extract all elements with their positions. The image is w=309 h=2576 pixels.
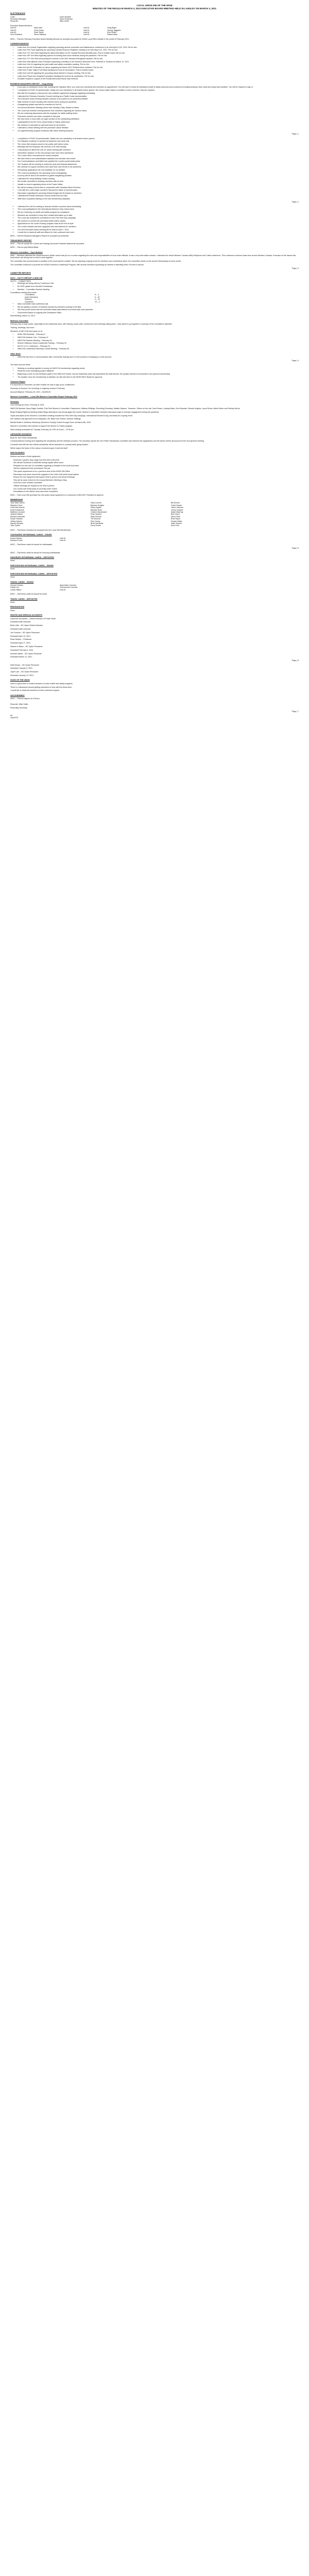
list-item: This will be done in time for the Annual Members' Meeting in May [13, 479, 67, 481]
committee-count: 6 – 87 [95, 296, 100, 298]
board-label: Executive Board Members: [10, 24, 33, 27]
board-unit: Unit 40 [10, 29, 16, 31]
list-item: • Letter from TLF Tom Reid regarding the latest information on the Canada Recovery Benefits plan. Post to bulletin board, file for info. [18, 52, 299, 54]
paragraph: Deceased January 5, 2021. [10, 667, 33, 670]
list-item: ▪ I was pleased to attend the Unit 43 virtual meeting with members. [18, 149, 299, 151]
board-unit: Unit 44 [83, 29, 90, 31]
list-item: ▪ The Union Hall remains closed to the public until further notice. [18, 143, 299, 145]
paragraph: Jon Fournier – BC Hydro Pensioner [10, 631, 40, 634]
member-name: Brad Taylor [171, 518, 181, 520]
member-name: Tyler Zydek [10, 524, 20, 527]
withdrawal-unit: Unit 40 [60, 537, 66, 539]
list-item: ▪ We have hired a new administrative assistant who will start next month. [18, 158, 299, 160]
list-item: ▪ The Local's website has been upgraded with new features for members. [18, 226, 299, 228]
list-item: ▪ Meetings with the Employer will continue to be held virtually. [18, 146, 299, 148]
new-business-sub: Motions and share of trial equipment: [10, 455, 41, 457]
member-name: Scott Kowalchuk [10, 509, 24, 511]
motion-travel: M/SC – That these cards be issued for travel. [10, 593, 48, 596]
officer-role: Chair: [10, 15, 15, 18]
list-item: ▪ Scholarship applications are now available on our website. [18, 169, 299, 171]
list-item: • We have joined forces with the provincial safety associations to promote safe work practices. [18, 309, 299, 311]
paragraph: Deceased February 2, 2021. [10, 649, 34, 651]
paragraph: Topics discussed at the Women's Committee meeting included the Pink Shirt Day campaign, International Women's Day, and ideas for a spring event. [10, 414, 133, 417]
committee-name: Committees [25, 294, 35, 296]
correspondence-list [10, 46, 299, 80]
page-number: Page | 4 [291, 359, 299, 362]
none-text: None [10, 601, 15, 603]
treasurer-report-heading: Treasurer Report [10, 381, 25, 383]
member-name: Susan Samson [10, 518, 23, 520]
footer-sub: cope/378 [10, 717, 18, 719]
officers-list [10, 16, 299, 23]
unfinished-business-heading: UNFINISHED BUSINESS [10, 433, 32, 436]
list-item: ▪ We are reviewing our health and safety program for compliance. [18, 211, 299, 213]
new-business-list [10, 459, 299, 493]
page-number: Page | 2 [291, 201, 299, 204]
list-item: • Letter from 3rd Central Organization regarding upcoming annual convention and Maintenance conference to be held April 19-20, 2021 File for info. [18, 46, 299, 48]
other-news-list [10, 356, 299, 358]
member-name: Bill Dorran [171, 502, 180, 504]
other-news-heading: Other News [10, 352, 21, 355]
member-name: Anne Holt [171, 524, 179, 527]
paragraph: Deceased April 17, 2021. [10, 642, 31, 645]
list-item: ▪ Our apprenticeship program continues with online learning sessions. [18, 130, 299, 132]
paragraph: Now is a good time to remind members of union health and safety programs. [10, 682, 73, 685]
paragraph: Women's Committee will continue to support the Women in Trades program. [10, 425, 73, 427]
list-item: ▪ The Local is preparing for the upcoming round of bargaining. [18, 172, 299, 174]
list-item: Discussion took place around the upgrade to the Union Hall audio-visual system [13, 473, 79, 476]
none-text: None [10, 609, 15, 612]
participating-deposited-heading: PARTICIPATING WITHDRAWAL CARDS – DEPOSITED [10, 572, 58, 575]
list-item: ▪ Discussion regarding the upcoming federal budget and its impact on members. [18, 192, 299, 194]
committee-list [10, 300, 299, 314]
board-unit: Unit 43 [10, 31, 16, 34]
committee-name: Retirees [25, 298, 32, 301]
business-list-3 [10, 206, 299, 234]
page-number: Page | 7 [291, 710, 299, 713]
withdrawal-heading: CONTINGENT WITHDRAWAL CARDS – ISSUED [10, 534, 52, 536]
list-item: ▪ Members are reminded to keep their contact information up to date. [18, 214, 299, 216]
list-item: ▪ I attended the virtual Building Trades meeting. [18, 178, 299, 180]
officer-name: Mike Smith [60, 20, 69, 23]
page-number: Page | 1 [291, 133, 299, 135]
unfinished-note: Which region the future of the Labour movement goes Covid test fast? [10, 447, 68, 449]
board-unit: Unit 44 [83, 31, 90, 34]
list-item: ▪ We are continuing discussions with the employer for stable staffing levels. [18, 112, 299, 114]
paragraph: Deceased March 12, 2021. [10, 656, 33, 658]
board-unit: Unit 40 [10, 27, 16, 29]
withdrawal-name: Richard Ferrier [10, 539, 23, 542]
document-title: LOCAL UNION 256 OF THE WOW [136, 4, 173, 7]
paragraph: The committee continues to promote the WOW's Women's Leadership Program, with several members expressing an interest in attending when it is held in person. [10, 263, 144, 266]
list-item: • NW/CCM has been in communication with Community Savings and is in the process of changing to a new account. [18, 356, 299, 358]
member-name: Mark Pierson [91, 515, 102, 518]
deaths-heading: DEATHS AND SERIOUS ACCIDENTS [10, 614, 43, 617]
treasurer-motion: M/SC – That we accept the Current and Savings Accounts Financial statements as posted. [10, 243, 85, 245]
board-unit: Vice President [10, 33, 23, 36]
member-name: Carol McCormick [10, 506, 25, 509]
travel-name: Vincent Chavez [10, 584, 24, 586]
adjournment-heading: ADJOURNMENT [10, 694, 25, 697]
paragraph: Joyce Lam – BC Hydro Pensioner [10, 671, 39, 673]
page-number: Page | 3 [291, 267, 299, 269]
member-name: Jeffrey Dawes [10, 520, 22, 522]
paragraph: Bingo/Trading Rights by Meeting Notice Bingo attendance was strong again this month. Women's Committee members discussed ways to increase engagement during the pandemic. [10, 411, 160, 413]
minutes-document [10, 0, 299, 719]
women-committee-heading: Women's Committee – Dave McAllen [10, 251, 43, 253]
list-item: • We are getting a number of hazards reported by members working in the field. [18, 306, 299, 308]
bank-label: The bank account name: [10, 364, 31, 366]
list-item: ▪ I completed a COVID-19 questionnaire. Masks are now mandatory in all shared indoor spaces. We cannot make masks a condition of entry; however, they are required. [18, 89, 299, 91]
list-item: From the Local Tenants Committee [13, 482, 42, 484]
safety-list [10, 282, 299, 291]
list-item: ▪ We remain committed to keeping members safe at work. [18, 180, 299, 182]
new-business-heading: NEW BUSINESS [10, 452, 25, 454]
member-name: Katie Zimmer [171, 522, 182, 525]
withdrawal-unit: Unit 43 [60, 539, 66, 542]
paragraph: Account Balance: February 28, 2021 – $3,690.00 [10, 391, 51, 393]
honorary-heading: HONORARY WITHDRAWAL CARDS – DEPOSITED [10, 556, 54, 559]
list-item: • Letter from Fraser Valley Food Bank thanking the local for its donation. Post to bulletin board. [18, 69, 299, 71]
list-item: ▪ A bargaining update was held for members at Unit 40. [18, 104, 299, 106]
list-item: ▪ I attended the Pacific Northwest Council conference by video. [18, 195, 299, 197]
paragraph: I would like to thank all members for their continued support. [10, 689, 60, 692]
list-item: • Main Committee lead conference call. [18, 303, 299, 305]
none-text: None [10, 576, 15, 579]
list-item: • Meetings are being held by Conference Call [18, 282, 299, 284]
paragraph: Kim Dawson was approved from employees, Ms. Baker and Sharon Johnson Shillings. [10, 418, 81, 420]
member-name: Barbara Hodges [91, 504, 105, 506]
motion-business: M/SC – That the Business Manager's Report be accepted as presented. [10, 234, 70, 237]
wellness-label: Members of NW CCM have gone on to: [10, 330, 43, 332]
list-item: • Letter from International Union President requesting a donation to the Workers' Memorial Fund. Referred to Trustees for March 12, 2021. [18, 61, 299, 63]
list-item: Received 3 quotes; they range from $10,000 to $15,000 [13, 459, 59, 461]
officer-name: Dave McAllen [60, 15, 72, 18]
paragraph: Training, meetings, and more [10, 326, 35, 329]
member-name: Richard Stammitz [10, 515, 25, 518]
list-item: Ensure the new equipment will support both in-person and virtual meetings [13, 476, 75, 479]
list-item: Request from the Unit 44 committee regarding a donation to the local food bank [13, 464, 79, 467]
list-item: ▪ Our Dispatch continues to operate by telephone and email only. [18, 140, 299, 142]
next-meeting-date: Next Meeting: March 31, 2021 [10, 315, 36, 317]
adjournment-motion: M/SC – That we adjourn at 4:05 pm. [10, 698, 40, 700]
travel-name: Leslie Hilliard [10, 588, 22, 591]
officer-role: Recorder: [10, 20, 19, 23]
committee-counts [10, 294, 299, 303]
list-item: • WOW 256 Essential – February 5 [18, 333, 299, 335]
none-text: None [10, 560, 15, 562]
list-item: ▪ I attended a virtual meeting with the provincial Labour Minister. [18, 127, 299, 129]
list-item: • Received a few fundraising project initiatives [18, 370, 299, 372]
committee-reports-heading: COMMITTEE REPORTS [10, 272, 31, 275]
safety-sub: H&TTC – COMMITTEES [10, 280, 31, 282]
paragraph: Deceased January 14, 2021. [10, 674, 34, 676]
list-item: ▪ We continue to support members who have been laid off due to the pandemic. [18, 166, 299, 168]
wellness-list [10, 333, 299, 350]
list-item: • Working on sending together to survey for NW/CCM membership regarding needs [18, 367, 299, 369]
bank-list [10, 367, 299, 378]
business-list-1 [10, 92, 299, 132]
member-name: Tia Senecal [91, 518, 100, 520]
list-item: • NW/CCM Leadership Planning & Social Meeting – February 26 [18, 348, 299, 350]
board-name: Greg Bayer [107, 27, 117, 29]
travel-unit: Unit 44 [60, 588, 66, 591]
list-item: ▪ A survey will be sent to all members to gather bargaining priorities. [18, 175, 299, 177]
list-item: ▪ Met with the Employer to discuss the new collective agreement language regarding scheduling. [18, 92, 299, 94]
member-name: Jenny Lessard [171, 509, 183, 511]
committee-list-label: Committees meeting this month: [10, 292, 37, 294]
member-name: Jessica Nelson [10, 513, 23, 516]
list-item: We will ask Facebook to advertise during regular office hours [13, 462, 63, 464]
board-name: Steve Williams [34, 33, 46, 36]
member-name: Colleen Macdonald [91, 511, 107, 513]
travel-issued-list [10, 584, 299, 591]
business-manager-heading: BUSINESS MANAGER'S REPORT – Doug McKay [10, 82, 53, 85]
list-item: • Member – Committee Number Meeting [18, 289, 299, 291]
paragraph: NW/CCM Member Darcy Eagle Gamble, Pink Shirt Women's Committee Chairperson, Melissa Shillings, Recording Secretary; Natalie Dawson, Treasurer. Others on the call: Carol Evans, Lindsay Baker, Kim Edwards, Pamela Hughes, Laura Rivers, Alicia Parker and Shelley Morris. [10, 408, 241, 410]
treasurer-heading: TREASURER'S REPORT [10, 239, 32, 242]
list-item: ▪ The Local has received correspondence from members regarding the vaccine rollout. [18, 110, 299, 112]
list-item: • Letter from Unit 46 regarding the upcoming virtual Women's Caucus meeting. File for info. [18, 72, 299, 74]
committee-count: 10 – 3 [95, 300, 100, 303]
resignations-heading: RESIGNATIONS [10, 606, 25, 608]
travel-deposited-heading: TRAVEL CARDS – DEPOSITED [10, 598, 38, 600]
list-item: ▪ Update on recent organizing drives in the Fraser Valley. [18, 183, 299, 185]
wcc-sub: Summary [10, 400, 19, 403]
unfinished-sub: Book for Tom Finkle Scholarship [10, 436, 37, 439]
list-item: ▪ The Trustees will be meeting to review the year-end financial statements. [18, 163, 299, 165]
list-item: ▪ Our Communications committee has updated the Local's social media policy. [18, 160, 299, 162]
member-name: Jason Johnson [171, 506, 184, 509]
paragraph: Rose Nielson – Pensioner [10, 638, 32, 641]
list-item: Our Local's hall rental policy is currently under review [13, 487, 57, 490]
paragraph: WMC – Members attended the virtual Women's Winter school that put on a course regarding the roles and responsibilities of local union officials. It was a very informative session. I attended the virtual Western Canada Utility Telephone and Cable conference. This conference involves locals from across Western Canada. It focuses on the issues that local unions are facing and on how to work together. [10, 254, 296, 259]
member-name: Matthew Leonard [10, 511, 25, 513]
board-name: Tammy Taggarts [107, 29, 121, 31]
list-item: ▪ Staff have completed training on the new membership database. [18, 198, 299, 200]
paragraph: Brian Little – BC Hydro Retired Member [10, 624, 43, 627]
member-name: Tyler Allan Galvin [10, 502, 25, 504]
list-item: • Letter from Ron Todd regarding the upcoming Canada Revenue Registers meeting to be held May 8-12, 2021. File for info. [18, 49, 299, 51]
member-name: Grant Howes [171, 504, 182, 506]
member-name: Evan Newton [91, 513, 102, 516]
board-name: Rachel Allan [107, 33, 117, 36]
paragraph: Mental Health & Wellness Workshop (Women's Society) Online through Zoom via March 8th, 2021 [10, 421, 91, 424]
motion-minutes: M/SC – That the February Executive Board Meeting Minutes be accepted as posted for WOW Local 256's website in the month of February 2021. [10, 38, 130, 40]
motion-honorary: M/SC – That these cards be issued for honorary withdrawals. [10, 551, 61, 554]
list-item: ▪ I met with the Local's legal counsel to discuss the status of several cases. [18, 189, 299, 191]
paragraph: Conclude that with the new criteria scholarship will be awarded on a yearly basis going forward. [10, 444, 89, 446]
list-item: ▪ Applications for the Local's bursary program close at the end of April. [18, 223, 299, 225]
travel-unit: Journeyman Lineman [60, 586, 78, 589]
list-item: ▪ The Local's office renovations are nearly complete. [18, 155, 299, 157]
officer-name: Steve Robinson [60, 18, 73, 20]
travel-name: Daniel Lee [10, 586, 20, 589]
list-item: ▪ Grievance numbers are down compared to last year. [18, 115, 299, 117]
wcc-heading: Women's Committee – Local 256 Women's Committee Report February 2021 [10, 396, 77, 398]
paragraph: Summary of Account: No recording or outgoing money in February [10, 387, 65, 390]
list-item: • Letter from TLF Tom Reid announcing the winners of the 2021 Member Recognition Awards. File for info. [18, 58, 299, 60]
paragraph: Keith Brown – BC Hydro Pensioner [10, 664, 40, 666]
paragraph: Deceased date unknown. [10, 621, 31, 623]
paragraph: Correspondence is being sent regarding the scholarship and the selection process. The secretary reports the Tom Finkle Scholarship committee has reviewed the applications and the winner will be announced at the next general meeting. [10, 440, 204, 443]
safety-heading: H&TC – H&TTC REPORT & NEW CBI [10, 277, 43, 279]
board-name: Rob Pfeifer [107, 31, 116, 34]
board-name: Mark Neff [34, 27, 42, 29]
motion-membership: M/SC – That these members be accepted into the Local 256 Membership. [10, 529, 71, 531]
member-name: Rainy Ingalls [91, 506, 101, 509]
list-item: • BC ERP update from Wendell Christiansen [18, 285, 299, 287]
list-item: ▪ Information sessions on the new pension plan have been scheduled. [18, 152, 299, 154]
list-item: ▪ I participated in the BC Fed's virtual Health & Safety conference. [18, 121, 299, 123]
paragraph: Last meeting via Zoom, February 8, 2021 [10, 404, 44, 406]
committee-name: Active Members [25, 296, 38, 298]
member-name: Stephen Favor [10, 504, 23, 506]
list-item: Renovations to the kitchen area have been completed [13, 490, 58, 493]
list-item: ▪ The Local has renewed its commitment to the Pink Shirt Day campaign. [18, 217, 299, 219]
recorder-name: Recorder: Mike Smith [10, 703, 28, 705]
list-item: ▪ I attended the Unit 44 meeting to discuss member concerns about scheduling. [18, 206, 299, 208]
footer-code: AK [10, 714, 13, 717]
paragraph: Deceased April 12, 2021. [10, 635, 31, 637]
business-list-2 [10, 138, 299, 200]
list-item: ▪ Our next Executive Board meeting will be held on April 7, 2021. [18, 229, 299, 231]
list-item: ▪ If you plan on visiting the Union Hall, including the Dispatch office, you must now call ahead and schedule an appointment. You will have to follow all mandatory health & safety protocols and procedures including wearing a face mask and using hand sanitizer. You will be required to sign in. [18, 86, 299, 88]
list-item: • Women Wellness Virtual Leadership Training – February 20 [18, 342, 299, 344]
paragraph: The committee has recommended a donation to the local women's shelter. We are planning a spring event for members once restrictions allow. Our committee meets on the second Wednesday of every month. [10, 260, 181, 263]
list-item: Official meetings are required to be held in person [13, 484, 55, 487]
attendance-heading: IN ATTENDANCE [10, 12, 25, 15]
member-name: Brett Zacharias [91, 522, 104, 525]
member-name: Kelly Conrad [91, 502, 101, 504]
member-name: Kerry Evans [91, 524, 101, 527]
member-name: Barbara Kurtz [91, 509, 102, 511]
list-item: • Tim Update: Once the membership is satisfied, we will mail them to the WOW 256 E Board for approval [18, 376, 299, 378]
treasurer-note: M/SC – That we pay Marina Black. [10, 246, 39, 249]
paragraph: There is a discussion around getting volunteers to help with the blood drive. [10, 686, 73, 688]
document-subtitle: MINUTES OF THE REGULAR MARCH 3, 2021 EXECUTIVE BOARD MEETING HELD IN LANGLEY ON MARCH 3, 2021 [92, 7, 217, 10]
list-item: ▪ We continue to advocate for paid sick leave for all workers. [18, 124, 299, 126]
list-item: • NW/CCM Network Call – February 11 [18, 336, 299, 338]
list-item: ▪ I attended the February Executive Council meeting as a Pacific Coast representative. [18, 95, 299, 97]
board-name: Peter Ravni [34, 31, 44, 34]
paragraph: It is important to remember, we didn't realize we had to sign up for a statement. [10, 384, 75, 386]
motion-withdrawal: M/SC – That these cards be issued for withdrawals. [10, 544, 53, 546]
list-item: ▪ I would like to thank all staff and officers for their continued hard work. [18, 231, 299, 233]
page-number: Page | 6 [291, 659, 299, 662]
member-name: Bob Olsen [171, 513, 180, 516]
member-name: Adam MacKay [171, 511, 183, 513]
list-item: • Letter from Peace Arch Hospital Foundation thanking the local for its contribution. File for info. [18, 75, 299, 77]
travel-unit: Apprentice Lineman [60, 584, 76, 586]
correspondence-heading: CORRESPONDENCE [10, 43, 29, 45]
committee-count: 8 – 4 [95, 294, 99, 296]
list-item: ▪ The Local participated in the International Women's Day virtual event. [18, 208, 299, 210]
list-item: ▪ Our Annual Members' Meeting will be held virtually in May. Details to follow. [18, 107, 299, 109]
paragraph: Next meeting scheduled for Tuesday, February 16, 2021 at Zoom – 12:00 pm [10, 428, 74, 431]
paragraph: Lawrence Duckworth – Retired Member of Power North [10, 617, 56, 620]
list-item: ▪ We have been in touch with our legal counsel on the outstanding arbitration. [18, 118, 299, 120]
member-name: Sandra Rumple [10, 522, 23, 525]
travel-issued-heading: TRAVEL CARDS – ISSUED [10, 581, 34, 583]
list-item: ▪ We will be holding a blood drive in conjunction with Canadian Blood Services. [18, 187, 299, 189]
list-item: ▪ Staff continue to work remotely with reduced hours during the pandemic. [18, 101, 299, 103]
list-item: • Beginning to work on mini feedback guide in the NW/CCM Toolkit, now the leadership team has assembled the draft themes; the Update will then be presented to the general membership [18, 373, 299, 375]
withdrawal-name: Robert Mather [10, 537, 22, 539]
list-item: • NW/CCM Network Meeting – February 18 [18, 340, 299, 342]
recorder-role: Recording Secretary [10, 706, 27, 709]
none-text: None [10, 568, 15, 570]
list-item: ▪ I completed a COVID-19 questionnaire. Masks are now mandatory in all shared indoor spaces. [18, 138, 299, 140]
list-item: • Letter from SIP Tom Reid regarding options for holding local union elections during the pandemic. File for info. [18, 55, 299, 57]
participating-issued-heading: PARTICIPATING WITHDRAWAL CARDS – ISSUED [10, 564, 54, 567]
motion-new-business: M/SC – That Local 256 purchase the new audio-visual equipment to a maximum of $15,000. President to approve. [10, 494, 104, 496]
membership-heading: MEMBERSHIP [10, 498, 23, 501]
officer-role: Secretary Manager: [10, 18, 27, 20]
board-unit: Unit 46 [83, 33, 90, 36]
paragraph: February was a busy month, especially for the leadership team, with training, board calls, conferences and meetings taking place. I was asked to put together a summary of the committee's activities. [10, 323, 173, 326]
page-number: Page | 5 [291, 547, 299, 550]
list-item: Has the equipment been purchased? Not yet [13, 467, 50, 470]
good-of-union-heading: GOOD OF THE UNION [10, 679, 30, 682]
paragraph: Kenneth Martin – BC Hydro Pensioner [10, 652, 42, 655]
list-item: ▪ The Executive board meeting minutes continue to be posted on our protected website. [18, 98, 299, 100]
member-name: Denise Watts [171, 520, 182, 522]
list-item: • Letter from Unit 44 regarding the joint health and safety committee meeting. File for info. [18, 63, 299, 65]
list-item: ▪ We continue to monitor the provincial health orders closely. [18, 220, 299, 222]
list-item: • Donation request in support of the Ronald McDonald House was received. [18, 78, 299, 80]
paragraph: Salome le Blanc – BC Hydro Pensioner [10, 645, 43, 648]
committee-count: 4 – 22 [95, 298, 100, 301]
list-item: • WCCF & CC Conference – February 24 [18, 345, 299, 347]
business-intro-list [10, 86, 299, 91]
list-item: • Letter from the BC Federation of Labour regarding the March 2021 Political Action webinars. File for info. [18, 66, 299, 69]
wellness-heading: Wellness Committee [10, 319, 29, 322]
member-name: Steve Reid [171, 515, 180, 518]
list-item: This quote requirement is for a premium level at the WOW 256 Office [13, 470, 70, 472]
withdrawal-list [10, 537, 299, 542]
list-item: • Government Notice is ongoing with Christopher Wilks. [18, 312, 299, 314]
member-name: Paul Young [91, 520, 100, 522]
committee-name: Volunteers [25, 300, 33, 303]
board-unit: Unit 44 [83, 27, 90, 29]
paragraph: Deceased date unknown. [10, 628, 31, 630]
board-name: Gerry Flaye [34, 29, 44, 31]
membership-list [10, 502, 299, 527]
